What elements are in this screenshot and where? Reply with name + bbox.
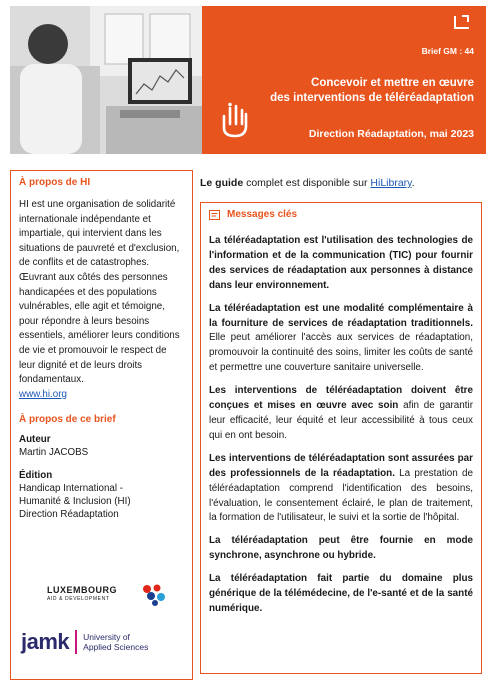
- page-subtitle: Direction Réadaptation, mai 2023: [308, 128, 474, 140]
- edition-label: Édition: [19, 469, 53, 481]
- guide-text: complet est disponible sur: [243, 177, 371, 189]
- message-3: Les interventions de téléréadaptation doivent être conçues et mises en œuvre avec soin afin de garantir leur efficacité, leur équité et leur accessibilité à tous ceux qui en ont besoin.: [209, 385, 473, 441]
- jamk-line-1: University of: [83, 632, 130, 642]
- message-2: La téléréadaptation est une modalité complémentaire à la fourniture de services de réadaptation traditionnels. Elle peut améliorer l'accès aux services de réadaptation, promouvoir la continuité des soins, limiter les coûts de santé et permettre une couverture sanitaire universelle.: [209, 302, 473, 374]
- header-banner: [202, 6, 486, 154]
- luxembourg-logo: [47, 585, 117, 602]
- about-brief-heading: À propos de ce brief: [19, 413, 116, 425]
- document-icon: [209, 210, 220, 220]
- sidebar: [10, 170, 193, 680]
- hi-hand-logo-icon: [218, 102, 252, 140]
- key-messages-heading: [209, 209, 473, 220]
- message-1: La téléréadaptation est l'utilisation des technologies de l'information et de la communication (TIC) pour fournir des services de réadaptation aux personnes à distance dans leur environnement.: [209, 235, 473, 291]
- message-5: La téléréadaptation peut être fournie en mode synchrone, asynchrone ou hybride.: [209, 535, 473, 562]
- photo-illustration: [10, 6, 202, 154]
- lux-logo-sub: AID & DEVELOPMENT: [47, 596, 110, 602]
- title-line-2: des interventions de téléréadaptation: [270, 92, 474, 104]
- header: [10, 6, 486, 154]
- guide-bold: Le guide: [200, 177, 244, 189]
- key-messages-box: [200, 202, 482, 674]
- about-hi-text: HI est une organisation de solidarité internationale indépendante et impartiale, qui intervient dans les situations de pauvreté et d'exclusion, de conflits et de catastrophes. Œuvrant aux côtés des personnes handicapées et des populations vulnérables, elle agit et témoigne, pour répondre à leurs besoins essentiels, améliorer leurs conditions de vie et promouvoir le respect de leur dignité et de leurs droits fondamentaux.: [19, 199, 180, 386]
- jamk-wordmark: jamk: [21, 629, 70, 654]
- website-link[interactable]: www.hi.org: [19, 388, 67, 400]
- document-corner-icon: [452, 14, 472, 30]
- luxembourg-mark-icon: [141, 583, 169, 607]
- header-photo: [10, 6, 202, 154]
- jamk-line-2: Applied Sciences: [83, 642, 149, 652]
- jamk-logo: [21, 629, 148, 655]
- lux-logo-name: LUXEMBOURG: [47, 585, 117, 595]
- title-line-1: Concevoir et mettre en œuvre: [311, 77, 474, 89]
- hilibrary-link[interactable]: HiLibrary: [370, 177, 412, 189]
- about-hi-heading: À propos de HI: [19, 177, 91, 188]
- author-label: Auteur: [19, 433, 51, 445]
- message-6: La téléréadaptation fait partie du domaine plus générique de la télémédecine, de l'e-santé et de la santé numérique.: [209, 573, 473, 614]
- author-name: Martin JACOBS: [19, 446, 89, 458]
- message-4: Les interventions de téléréadaptation sont assurées par des professionnels de la réadaptation. La prestation de téléréadaptation comprend l'identification des besoins, l'évaluation, le consentement éclairé, le plan de traitement, la formation de l'utilisateur, le suivi et la sortie de l'hôpital.: [209, 452, 473, 524]
- edition-line-1: Handicap International -: [19, 482, 124, 494]
- edition-line-2: Humanité & Inclusion (HI): [19, 495, 131, 507]
- brief-number: Brief GM : 44: [421, 46, 474, 56]
- page-title: [214, 76, 474, 106]
- guide-notice: Le guide complet est disponible sur HiLibrary.: [200, 177, 415, 189]
- key-messages-title: Messages clés: [227, 209, 298, 220]
- edition-line-3: Direction Réadaptation: [19, 508, 119, 520]
